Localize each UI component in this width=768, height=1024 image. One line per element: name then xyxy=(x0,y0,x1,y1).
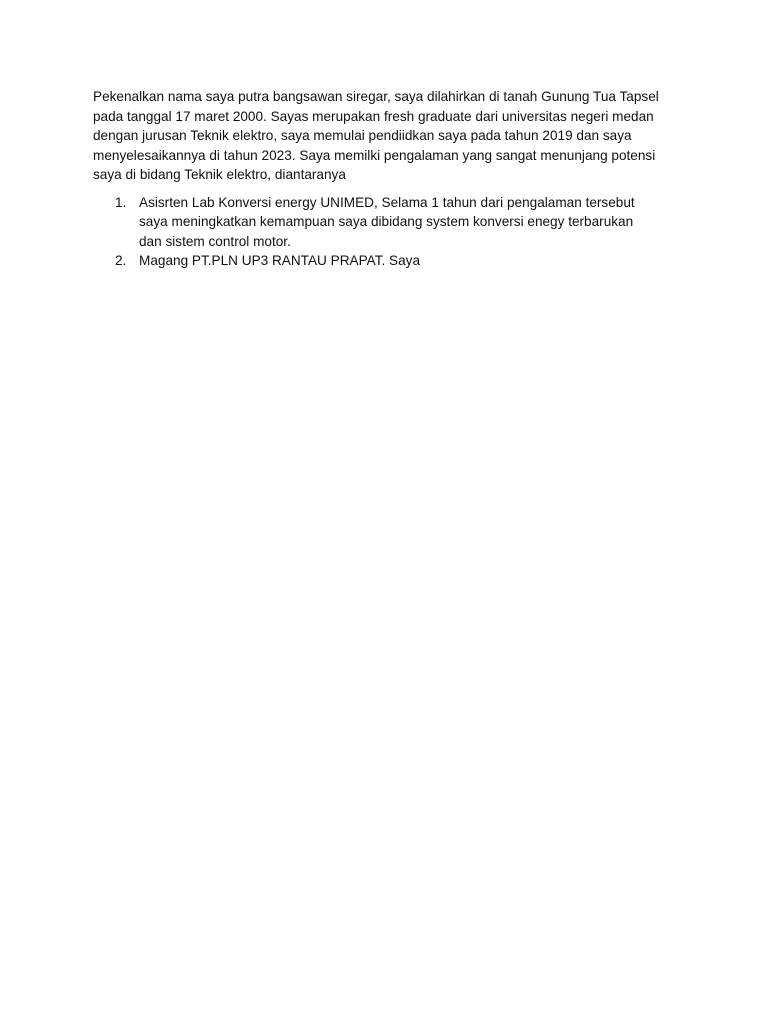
list-item-number: 2. xyxy=(115,253,127,268)
intro-paragraph: Pekenalkan nama saya putra bangsawan siregar, saya dilahirkan di tanah Gunung Tua Tapsel pada tanggal 17 maret 2000. Sayas merupakan fresh graduate dari universitas negeri medan dengan jurusan Teknik elektro, saya memulai pendiidkan saya pada tahun 2019 dan saya menyelesaikannya di tahun 2023. Saya memilki pengalaman yang sangat menunjang potensi saya di bidang Teknik elektro, diantaranya xyxy=(93,89,659,182)
experience-list xyxy=(93,193,683,271)
list-item-text: Magang PT.PLN UP3 RANTAU PRAPAT. Saya xyxy=(139,253,421,268)
document-body xyxy=(93,87,683,271)
list-item-number: 1. xyxy=(115,194,127,210)
list-item-text: Asisrten Lab Konversi energy UNIMED, Selama 1 tahun dari pengalaman tersebut saya meningkatkan kemampuan saya dibidang system konversi enegy terbarukan dan sistem control motor. xyxy=(139,194,635,249)
list-item xyxy=(93,193,659,252)
list-item xyxy=(93,251,659,271)
